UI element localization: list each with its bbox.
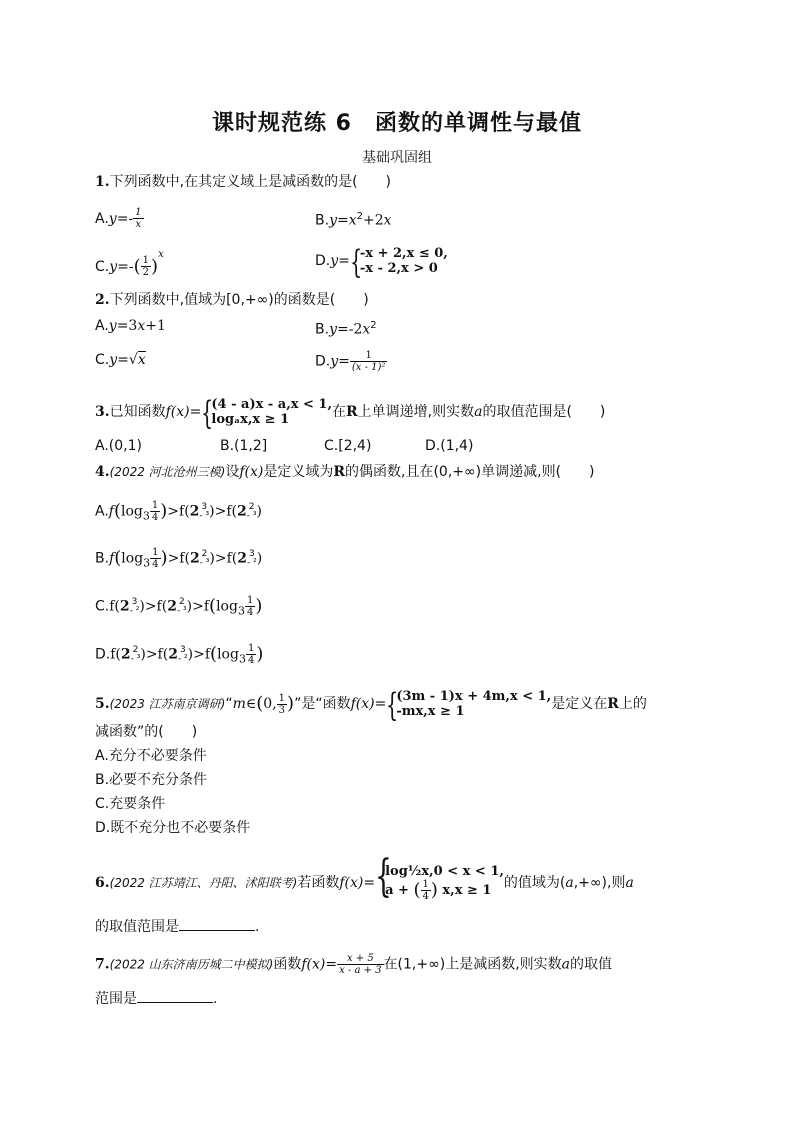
question-6-stem-cont: 的取值范围是 . xyxy=(95,916,259,937)
question-5-stem: 5.(2023 江苏南京调研)“m∈(0, $\frac{1}{3}$ )”是“函数f(x)= { (3m - 1)x + 4m,x < 1, -mx,x ≥ 1 是定义在R上的 xyxy=(95,686,647,724)
option-b: B.(1,2] xyxy=(220,438,268,454)
question-4-option-b: $B.f(\log_3$ $\frac{1}{4}$ )>f(2 2 - ³)>f(2 3 - ²) xyxy=(95,547,263,570)
question-3-options xyxy=(95,436,474,456)
option-d: D.既不充分也不必要条件 xyxy=(95,820,251,836)
option-b: $B.y=x^2+2x$ xyxy=(315,211,392,229)
question-4-stem: 4.(2022 河北沧州三模)设f(x)是定义域为R的偶函数,且在(0,+∞)单调递减,则( ) xyxy=(95,464,595,480)
option-d: D.y= { -x + 2,x ≤ 0, -x - 2,x > 0 xyxy=(315,243,448,281)
option-d: D.y= $\frac{1}{\text{(x - 1)²}}$ xyxy=(315,350,386,373)
question-7-stem: 7.(2022 山东济南历城二中模拟)函数f(x)= $\frac{x + 5}{x - a + 3}$ 在(1,+∞)上是减函数,则实数a的取值 xyxy=(95,953,613,976)
question-number: 1. xyxy=(95,174,110,190)
question-2-options-cd xyxy=(95,350,386,373)
option-a: A.充分不必要条件 xyxy=(95,748,207,764)
option-c: C.充要条件 xyxy=(95,796,166,812)
question-3-stem: 3.已知函数f(x)= { (4 - a)x - a,x < 1, logₐx,x ≥ 1 在R上单调递增,则实数a的取值范围是( ) xyxy=(95,394,606,432)
option-a: A.y=- $\frac{1}{x}$ xyxy=(95,207,142,230)
option-d: D.(1,4) xyxy=(425,438,474,454)
question-7-stem-cont: 范围是 . xyxy=(95,988,217,1009)
question-1-stem xyxy=(95,172,391,192)
question-4-option-c: C.f(2 3 - ²)>f(2 2 - $^3)>f(\log_3$ $\frac{1}{4}$ ) xyxy=(95,595,263,618)
question-4-option-d: D.f(2 2 - ³)>f(2 3 - $^2)>f(\log_3$ $\frac{1}{4}$ ) xyxy=(95,643,264,666)
question-2-options-ab xyxy=(95,316,377,338)
question-4-option-a: $A.f(\log_3$ $\frac{1}{4}$ )>f(2 3 - ³)>f(2 2 - ³) xyxy=(95,500,262,523)
question-1-options-cd xyxy=(95,243,448,281)
answer-blank[interactable] xyxy=(137,988,213,1003)
answer-blank[interactable] xyxy=(179,916,255,931)
option-b: $B.y=-2x^2$ xyxy=(315,320,377,338)
question-6-stem: 6.(2022 江苏靖江、丹阳、沭阳联考)若函数f(x)= { log½x,0 < x < 1, a + ( $\frac{1}{4}$ ) x,x ≥ 1 的值域为(a,+∞),则a xyxy=(95,851,634,902)
page-title: 课时规范练 6 函数的单调性与最值 xyxy=(212,111,582,136)
question-1-options-ab xyxy=(95,207,392,230)
option-a: A.(0,1) xyxy=(95,438,142,454)
option-a: A.y=3x+1 xyxy=(95,318,166,334)
question-2-stem: 2.下列函数中,值域为[0,+∞)的函数是( ) xyxy=(95,292,369,308)
question-5-stem-cont: 减函数”的( ) xyxy=(95,724,198,740)
option-c: C.y=√x xyxy=(95,352,146,368)
question-text: 下列函数中,在其定义域上是减函数的是( ) xyxy=(109,174,391,190)
option-c: C.y=-( $\frac{1}{2}$ )$^x$ xyxy=(95,249,164,279)
section-heading: 基础巩固组 xyxy=(362,150,432,166)
option-c: C.[2,4) xyxy=(324,438,372,454)
option-b: B.必要不充分条件 xyxy=(95,772,208,788)
